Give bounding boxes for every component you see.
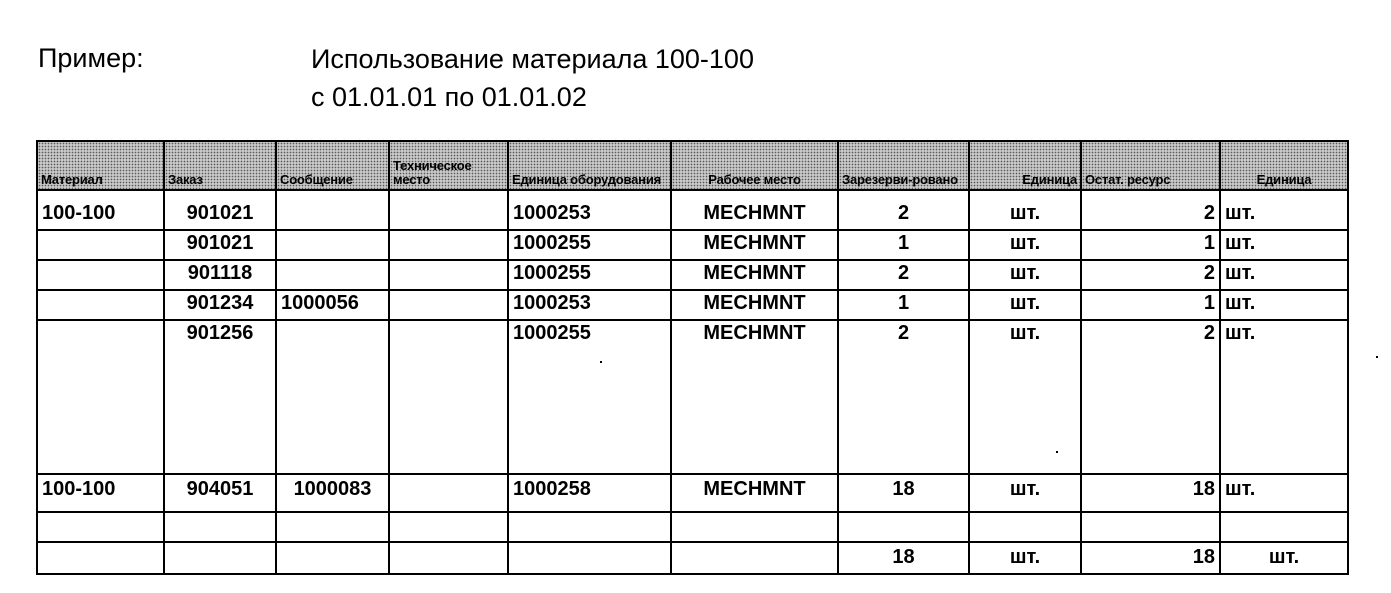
- cell-material: [37, 290, 164, 320]
- col-header-unit-2: Единица: [1220, 141, 1348, 190]
- cell-remaining: 2: [1081, 320, 1220, 474]
- cell-unit-1: шт.: [969, 290, 1081, 320]
- cell-empty: [1220, 512, 1348, 542]
- cell-remaining: 2: [1081, 190, 1220, 230]
- cell-tech-place: [389, 290, 508, 320]
- col-header-reserved: Зарезерви-ровано: [838, 141, 969, 190]
- cell-order: 901256: [164, 320, 276, 474]
- cell-unit-2: шт.: [1220, 260, 1348, 290]
- table-row: [37, 260, 1348, 290]
- cell-equipment: 1000253: [508, 190, 671, 230]
- cell-unit-2: шт.: [1220, 320, 1348, 474]
- total-remaining: 18: [1081, 542, 1220, 574]
- cell-material: 100-100: [37, 190, 164, 230]
- table-row: [37, 474, 1348, 512]
- cell-order: 901021: [164, 190, 276, 230]
- cell-empty: [389, 512, 508, 542]
- cell-empty: [37, 542, 164, 574]
- cell-tech-place: [389, 230, 508, 260]
- cell-empty: [671, 512, 838, 542]
- total-unit-2: шт.: [1220, 542, 1348, 574]
- cell-reserved: 18: [838, 474, 969, 512]
- cell-workplace: MECHMNT: [671, 290, 838, 320]
- cell-workplace: MECHMNT: [671, 230, 838, 260]
- cell-unit-1: шт.: [969, 230, 1081, 260]
- table-row: [37, 230, 1348, 260]
- cell-message: [276, 230, 389, 260]
- cell-empty: [838, 512, 969, 542]
- cell-empty: [1081, 512, 1220, 542]
- title-line-2: с 01.01.01 по 01.01.02: [311, 82, 587, 112]
- total-unit-1: шт.: [969, 542, 1081, 574]
- cell-empty: [508, 542, 671, 574]
- report-title: [311, 40, 754, 116]
- cell-tech-place: [389, 320, 508, 474]
- cell-workplace: MECHMNT: [671, 474, 838, 512]
- cell-workplace: MECHMNT: [671, 260, 838, 290]
- cell-empty: [671, 542, 838, 574]
- cell-empty: [164, 542, 276, 574]
- example-label: Пример:: [38, 43, 144, 73]
- cell-reserved: 1: [838, 290, 969, 320]
- cell-material: [37, 230, 164, 260]
- cell-equipment: 1000253: [508, 290, 671, 320]
- cell-tech-place: [389, 474, 508, 512]
- cell-order: 901234: [164, 290, 276, 320]
- col-header-message: Сообщение: [276, 141, 389, 190]
- cell-message: [276, 190, 389, 230]
- cell-empty: [508, 512, 671, 542]
- cell-unit-2: шт.: [1220, 190, 1348, 230]
- cell-empty: [969, 512, 1081, 542]
- cell-equipment: 1000258: [508, 474, 671, 512]
- col-header-unit-1: Единица: [969, 141, 1081, 190]
- cell-tech-place: [389, 260, 508, 290]
- cell-reserved: 2: [838, 190, 969, 230]
- cell-equipment: 1000255: [508, 260, 671, 290]
- cell-unit-2: шт.: [1220, 230, 1348, 260]
- cell-empty: [389, 542, 508, 574]
- cell-material: 100-100: [37, 474, 164, 512]
- cell-unit-1: шт.: [969, 260, 1081, 290]
- cell-equipment: 1000255: [508, 230, 671, 260]
- col-header-workplace: Рабочее место: [671, 141, 838, 190]
- title-line-1: Использование материала 100-100: [311, 44, 754, 74]
- cell-message: [276, 260, 389, 290]
- cell-workplace: MECHMNT: [671, 320, 838, 474]
- cell-remaining: 18: [1081, 474, 1220, 512]
- cell-order: 904051: [164, 474, 276, 512]
- cell-material: [37, 320, 164, 474]
- cell-order: 901118: [164, 260, 276, 290]
- cell-remaining: 1: [1081, 230, 1220, 260]
- cell-unit-2: шт.: [1220, 290, 1348, 320]
- cell-message: 1000056: [276, 290, 389, 320]
- col-header-order: Заказ: [164, 141, 276, 190]
- cell-order: 901021: [164, 230, 276, 260]
- cell-material: [37, 260, 164, 290]
- col-header-remaining: Остат. ресурс: [1081, 141, 1220, 190]
- cell-unit-1: шт.: [969, 320, 1081, 474]
- cell-unit-2: шт.: [1220, 474, 1348, 512]
- table-row: [37, 190, 1348, 230]
- header-row: [37, 141, 1348, 190]
- cell-reserved: 1: [838, 230, 969, 260]
- table-row: [37, 320, 1348, 474]
- col-header-material: Материал: [37, 141, 164, 190]
- cell-message: 1000083: [276, 474, 389, 512]
- table-row-empty: [37, 512, 1348, 542]
- total-reserved: 18: [838, 542, 969, 574]
- table-row: [37, 290, 1348, 320]
- cell-equipment: 1000255: [508, 320, 671, 474]
- scan-speck: [600, 361, 602, 363]
- cell-empty: [276, 512, 389, 542]
- cell-unit-1: шт.: [969, 190, 1081, 230]
- cell-reserved: 2: [838, 320, 969, 474]
- cell-remaining: 1: [1081, 290, 1220, 320]
- cell-remaining: 2: [1081, 260, 1220, 290]
- scan-speck: [1056, 451, 1058, 453]
- cell-unit-1: шт.: [969, 474, 1081, 512]
- col-header-tech-place: Техническое место: [389, 141, 508, 190]
- scan-speck: [1376, 356, 1378, 358]
- cell-tech-place: [389, 190, 508, 230]
- cell-empty: [276, 542, 389, 574]
- cell-reserved: 2: [838, 260, 969, 290]
- cell-workplace: MECHMNT: [671, 190, 838, 230]
- cell-message: [276, 320, 389, 474]
- cell-empty: [164, 512, 276, 542]
- totals-row: [37, 542, 1348, 574]
- col-header-equipment: Единица оборудования: [508, 141, 671, 190]
- material-usage-table: [36, 140, 1349, 575]
- cell-empty: [37, 512, 164, 542]
